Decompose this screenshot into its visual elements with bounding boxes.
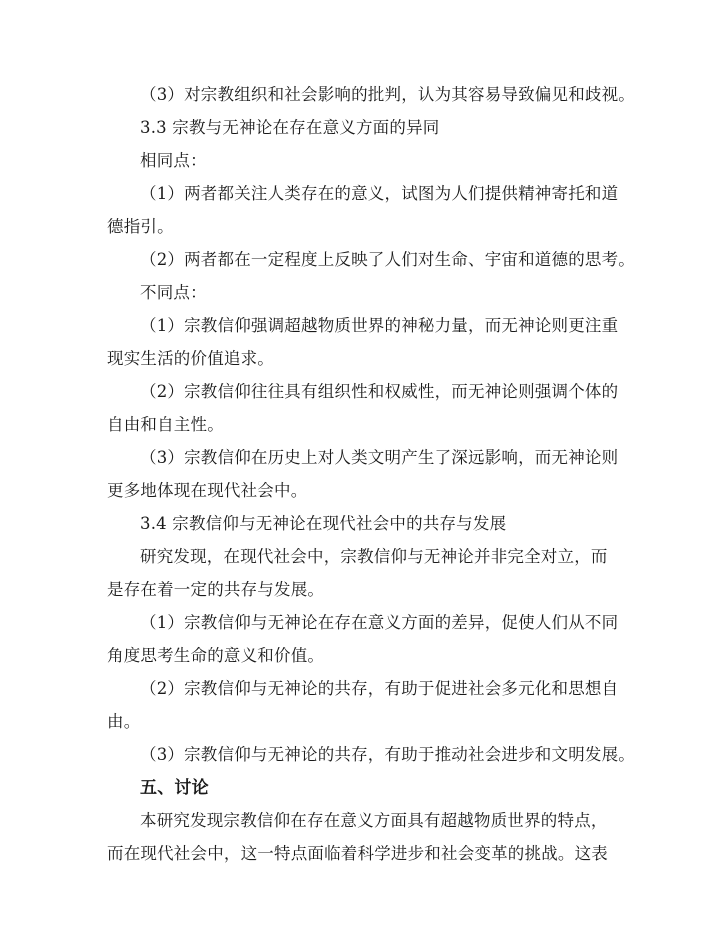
paragraph-line: 角度思考生命的意义和价值。 (107, 646, 325, 665)
section-heading-3-4: 3.4 宗教信仰与无神论在现代社会中的共存与发展 (140, 514, 507, 533)
paragraph-line: 而在现代社会中，这一特点面临着科学进步和社会变革的挑战。这表 (107, 844, 608, 863)
paragraph-line: （3）宗教信仰与无神论的共存，有助于推动社会进步和文明发展。 (140, 745, 635, 764)
section-heading-3-3: 3.3 宗教与无神论在存在意义方面的异同 (140, 118, 440, 137)
paragraph-line: 自由和自主性。 (107, 415, 224, 434)
paragraph-line: 更多地体现在现代社会中。 (107, 481, 308, 500)
section-heading-discussion: 五、讨论 (140, 778, 209, 798)
paragraph-line: 相同点： (140, 151, 207, 170)
paragraph-line: （3）宗教信仰在历史上对人类文明产生了深远影响，而无神论则 (140, 448, 619, 467)
paragraph-line: （1）两者都关注人类存在的意义，试图为人们提供精神寄托和道 (140, 184, 619, 203)
paragraph-line: 不同点： (140, 283, 207, 302)
paragraph-line: 德指引。 (107, 217, 174, 236)
paragraph-line: （2）宗教信仰往往具有组织性和权威性，而无神论则强调个体的 (140, 382, 619, 401)
paragraph-line: 研究发现，在现代社会中，宗教信仰与无神论并非完全对立，而 (140, 547, 608, 566)
paragraph-line: （2）两者都在一定程度上反映了人们对生命、宇宙和道德的思考。 (140, 250, 635, 269)
paragraph-line: 由。 (107, 712, 141, 731)
paragraph-line: 是存在着一定的共存与发展。 (107, 580, 325, 599)
paragraph-line: （1）宗教信仰强调超越物质世界的神秘力量，而无神论则更注重 (140, 316, 619, 335)
paragraph-line: 现实生活的价值追求。 (107, 349, 274, 368)
paragraph-line: （1）宗教信仰与无神论在存在意义方面的差异，促使人们从不同 (140, 613, 619, 632)
paragraph-line: （2）宗教信仰与无神论的共存，有助于促进社会多元化和思想自 (140, 679, 619, 698)
paragraph-line: （3）对宗教组织和社会影响的批判，认为其容易导致偏见和歧视。 (140, 85, 635, 104)
paragraph-line: 本研究发现宗教信仰在存在意义方面具有超越物质世界的特点， (140, 811, 608, 830)
